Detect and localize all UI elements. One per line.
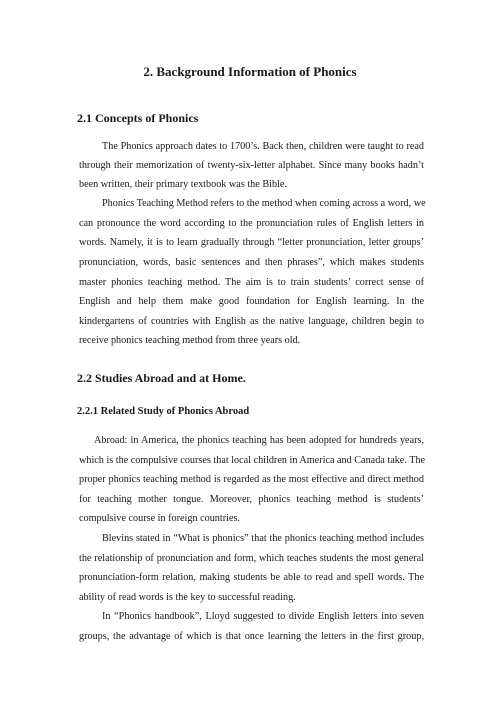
paragraph-line: Abroad: in America, the phonics teaching has been adopted for hundreds years,: [94, 435, 424, 446]
paragraph-line: In “Phonics handbook”, Lloyd suggested to divide English letters into seven: [102, 611, 424, 622]
paragraph-line: been written, their primary textbook was the Bible.: [79, 179, 287, 190]
paragraph-line: receive phonics teaching method from three years old.: [79, 335, 301, 346]
paragraph-line: The Phonics approach dates to 1700’s. Back then, children were taught to read: [102, 141, 424, 152]
paragraph-line: Blevins stated in “What is phonics” that the phonics teaching method includes: [102, 533, 424, 544]
paragraph-line: ability of read words is the key to successful reading.: [79, 592, 296, 603]
paragraph-line: for teaching mother tongue. Moreover, phonics teaching method is students’: [79, 494, 424, 505]
paragraph-line: master phonics teaching method. The aim is to train students’ correct sense of: [79, 277, 424, 288]
paragraph-line: the relationship of pronunciation and form, which teaches students the most general: [79, 553, 424, 564]
paragraph-line: compulsive course in foreign countries.: [79, 513, 240, 524]
paragraph-line: groups, the advantage of which is that once learning the letters in the first group,: [79, 631, 424, 642]
paragraph-line: English and help them make good foundation for English learning. In the: [79, 296, 424, 307]
subsection-heading-2-2-1: 2.2.1 Related Study of Phonics Abroad: [77, 406, 250, 417]
page-title: 2. Background Information of Phonics: [143, 64, 357, 79]
paragraph-line: pronunciation, words, basic sentences and then phrases”, which makes students: [79, 257, 424, 268]
paragraph-line: through their memorization of twenty-six-letter alphabet. Since many books hadn’t: [79, 160, 424, 171]
section-heading-2-2: 2.2 Studies Abroad and at Home.: [77, 371, 246, 385]
paragraph-line: kindergartens of countries with English as the native language, children begin to: [79, 316, 424, 327]
paragraph-line: pronunciation-form relation, making students be able to read and spell words. The: [79, 572, 424, 583]
paragraph-line: which is the compulsive courses that local children in America and Canada take. The: [79, 455, 426, 466]
paragraph-line: words. Namely, it is to learn gradually through “letter pronunciation, letter groups’: [79, 237, 424, 248]
paragraph-line: Phonics Teaching Method refers to the method when coming across a word, we: [102, 198, 426, 209]
paragraph-line: can pronounce the word according to the pronunciation rules of English letters in: [79, 218, 424, 229]
section-heading-2-1: 2.1 Concepts of Phonics: [77, 111, 199, 125]
paragraph-line: proper phonics teaching method is regarded as the most effective and direct method: [79, 474, 424, 485]
